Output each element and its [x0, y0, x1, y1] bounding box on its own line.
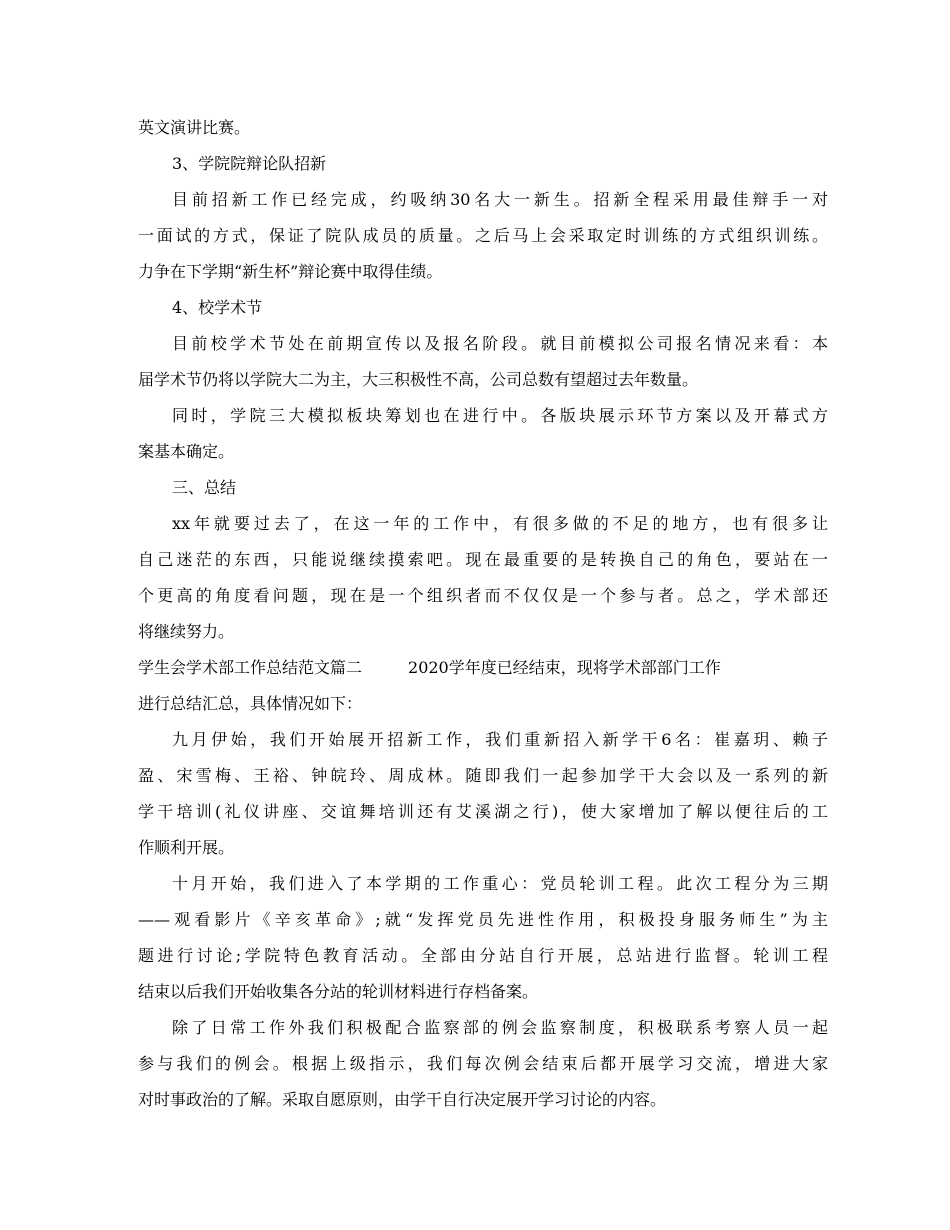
text-line: 案基本确定。 [138, 442, 235, 461]
text-line: 将继续努力。 [138, 622, 235, 641]
text-line: 学干培训(礼仪讲座、交谊舞培训还有艾溪湖之行)，使大家增加了解以便往后的工 [138, 802, 828, 821]
text-line: 自己迷茫的东西，只能说继续摸索吧。现在最重要的是转换自己的角色，要站在一 [138, 550, 828, 569]
text-line: 参与我们的例会。根据上级指示，我们每次例会结束后都开展学习交流，增进大家 [138, 1054, 828, 1073]
section-heading: 3、学院院辩论队招新 [172, 154, 327, 173]
text-line: 九月伊始，我们开始展开招新工作，我们重新招入新学干6名：崔嘉玥、赖子 [172, 730, 828, 749]
text-line: 力争在下学期“新生杯”辩论赛中取得佳绩。 [138, 262, 443, 281]
text-line: 十月开始，我们进入了本学期的工作重心：党员轮训工程。此次工程分为三期 [172, 874, 828, 893]
text-line: 目前校学术节处在前期宣传以及报名阶段。就目前模拟公司报名情况来看：本 [172, 334, 828, 353]
text-line: 2020学年度已经结束，现将学术部部门工作 [408, 658, 721, 677]
article-title-line [138, 658, 828, 678]
text-line: 同时，学院三大模拟板块筹划也在进行中。各版块展示环节方案以及开幕式方 [172, 406, 828, 425]
text-line: 一面试的方式，保证了院队成员的质量。之后马上会采取定时训练的方式组织训练。 [138, 226, 828, 245]
text-line: xx年就要过去了，在这一年的工作中，有很多做的不足的地方，也有很多让 [172, 514, 828, 533]
text-line: 结束以后我们开始收集各分站的轮训材料进行存档备案。 [138, 982, 539, 1001]
text-line: 个更高的角度看问题，现在是一个组织者而不仅仅是一个参与者。总之，学术部还 [138, 586, 828, 605]
text-line: 盈、宋雪梅、王裕、钟皖玲、周成林。随即我们一起参加学干大会以及一系列的新 [138, 766, 828, 785]
text-line: ——观看影片《辛亥革命》;就“发挥党员先进性作用，积极投身服务师生”为主 [138, 910, 828, 929]
text-line: 作顺利开展。 [138, 838, 235, 857]
text-line: 目前招新工作已经完成，约吸纳30名大一新生。招新全程采用最佳辩手一对 [172, 190, 828, 209]
text-line: 进行总结汇总，具体情况如下： [138, 694, 363, 713]
article-title: 学生会学术部工作总结范文篇二 [138, 658, 363, 677]
section-heading: 4、校学术节 [172, 298, 263, 317]
section-heading: 三、总结 [172, 478, 237, 497]
text-line: 对时事政治的了解。采取自愿原则，由学干自行决定展开学习讨论的内容。 [138, 1090, 667, 1109]
text-line: 题进行讨论;学院特色教育活动。全部由分站自行开展，总站进行监督。轮训工程 [138, 946, 828, 965]
text-line: 届学术节仍将以学院大二为主，大三积极性不高，公司总数有望超过去年数量。 [138, 370, 699, 389]
text-line: 除了日常工作外我们积极配合监察部的例会监察制度，积极联系考察人员一起 [172, 1018, 828, 1037]
text-line: 英文演讲比赛。 [138, 118, 251, 137]
